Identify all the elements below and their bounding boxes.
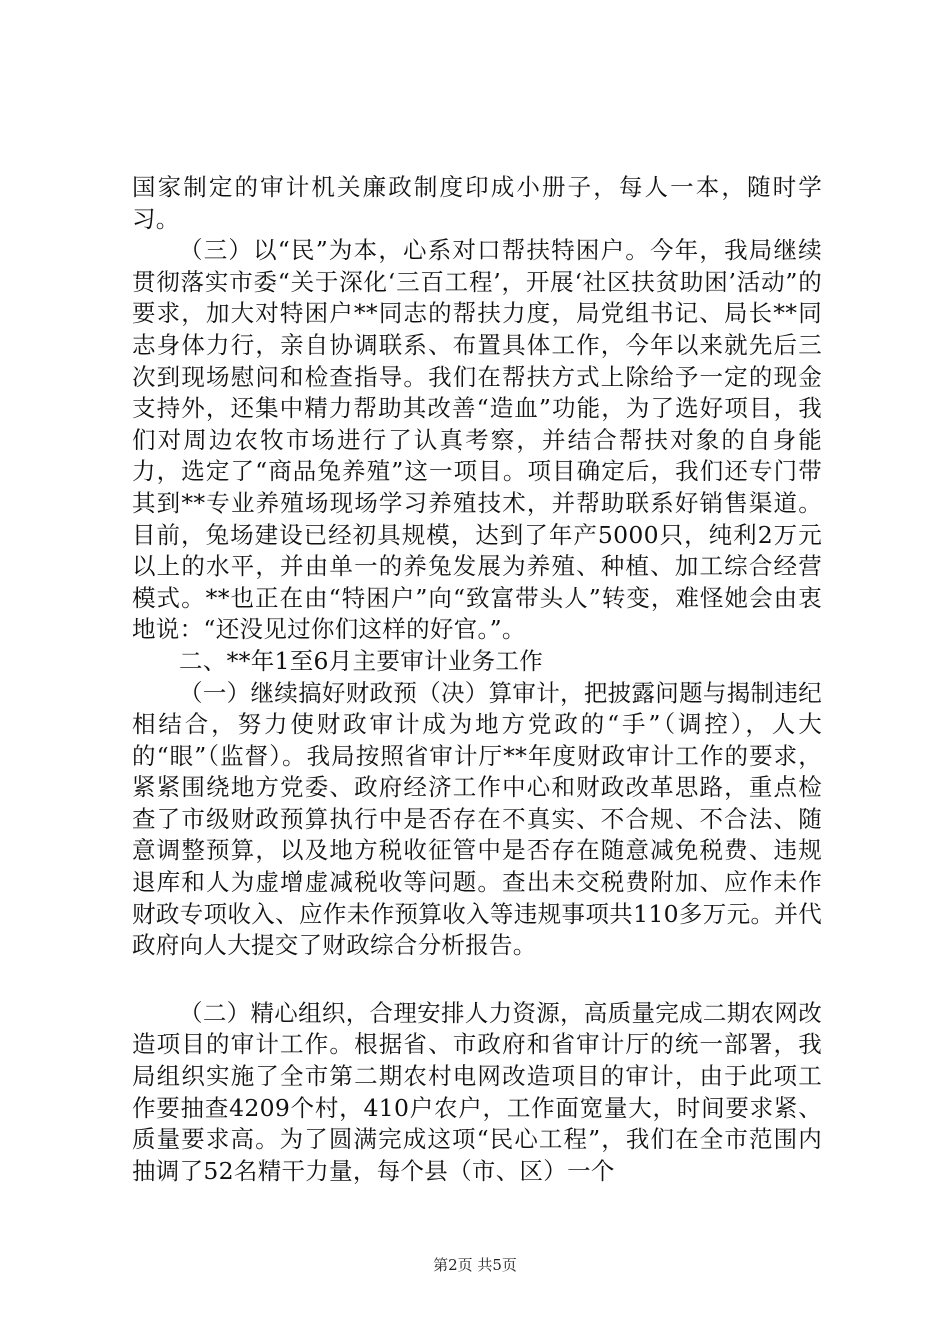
- page-number: 第2页 共5页: [433, 1256, 517, 1274]
- paragraph-continuation: 国家制定的审计机关廉政制度印成小册子，每人一本，随时学习。: [132, 173, 822, 233]
- section-heading-2: 二、**年1至6月主要审计业务工作: [179, 646, 544, 675]
- paragraph-subsection-1: （一）继续搞好财政预（决）算审计，把披露问题与揭制违纪相结合，努力使财政审计成为地方党政的“手”（调控），人大的“眼”（监督）。我局按照省审计厅**年度财政审计工作的要求，紧紧围绕地方党委、政府经济工作中心和财政改革思路，重点检查了市级财政预算执行中是否存在不真实、不合规、不合法、随意调整预算，以及地方税收征管中是否存在随意减免税费、违规退库和人为虚增虚减税收等问题。查出未交税费附加、应作未作财政专项收入、应作未作预算收入等违规事项共110多万元。并代政府向人大提交了财政综合分析报告。: [132, 678, 822, 960]
- paragraph-section-3: （三）以“民”为本，心系对口帮扶特困户。今年，我局继续贯彻落实市委“关于深化‘三百工程’，开展‘社区扶贫助困’活动”的要求，加大对特困户**同志的帮扶力度，局党组书记、局长**同志身体力行，亲自协调联系、布置具体工作，今年以来就先后三次到现场慰问和检查指导。我们在帮扶方式上除给予一定的现金支持外，还集中精力帮助其改善“造血”功能，为了选好项目，我们对周边农牧市场进行了认真考察，并结合帮扶对象的自身能力，选定了“商品兔养殖”这一项目。项目确定后，我们还专门带其到**专业养殖场现场学习养殖技术，并帮助联系好销售渠道。目前，兔场建设已经初具规模，达到了年产5000只，纯利2万元以上的水平，并由单一的养兔发展为养殖、种植、加工综合经营模式。**也正在由“特困户”向“致富带头人”转变，难怪她会由衷地说：“还没见过你们这样的好官。”。: [132, 236, 822, 644]
- paragraph-subsection-2: （二）精心组织，合理安排人力资源，高质量完成二期农网改造项目的审计工作。根据省、市政府和省审计厅的统一部署，我局组织实施了全市第二期农村电网改造项目的审计，由于此项工作要抽查4209个村，410户农户，工作面宽量大，时间要求紧、质量要求高。为了圆满完成这项“民心工程”，我们在全市范围内抽调了52名精干力量，每个县（市、区）一个: [132, 998, 822, 1185]
- document-body: [132, 172, 822, 1187]
